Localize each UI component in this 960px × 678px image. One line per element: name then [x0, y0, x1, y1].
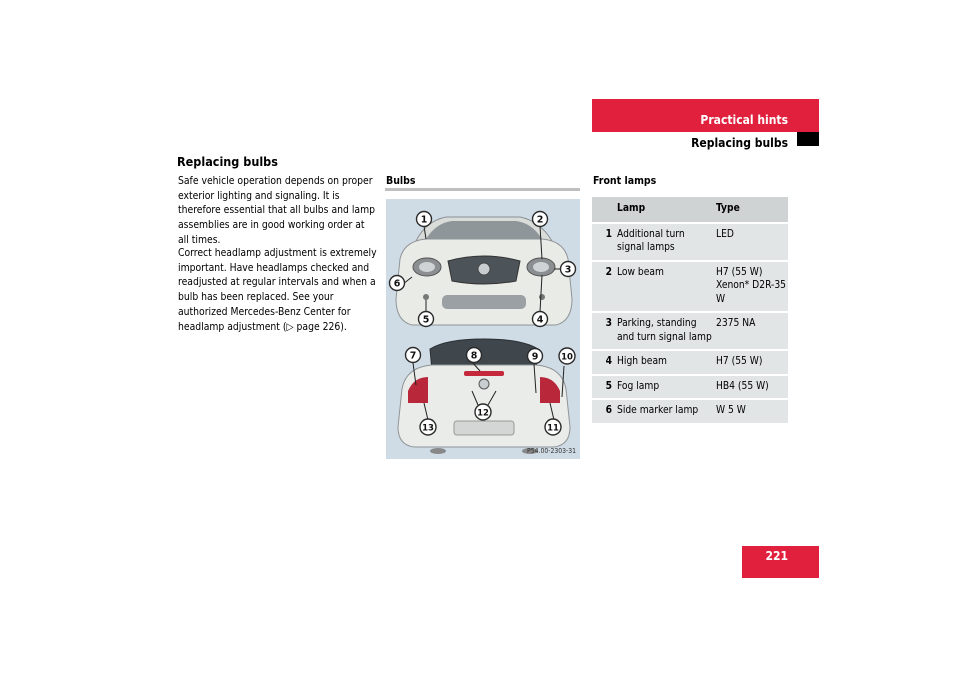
callout-13 [420, 419, 436, 435]
front-lamps-table [592, 197, 788, 423]
figure-code: P54.00-2303-31 [527, 447, 576, 455]
row-number: 6 [592, 399, 615, 423]
table-row [592, 399, 788, 423]
svg-text:12: 12 [477, 408, 489, 419]
row-type: W 5 W [714, 399, 788, 423]
callout-12 [475, 404, 491, 420]
callout-11 [545, 419, 561, 435]
bulbs-figure [386, 199, 580, 459]
row-type: HB4 (55 W) [714, 375, 788, 400]
table-header-row [592, 197, 788, 223]
svg-text:4: 4 [536, 314, 544, 326]
row-number: 1 [592, 223, 615, 261]
table-row [592, 350, 788, 375]
car-rear-view [398, 339, 570, 454]
row-number: 4 [592, 350, 615, 375]
heading-rule [385, 188, 580, 191]
svg-text:2: 2 [536, 214, 544, 226]
row-type: 2375 NA [714, 312, 788, 350]
table-header-lamp: Lamp [615, 197, 714, 223]
row-lamp: High beam [615, 350, 714, 375]
callout-6 [390, 276, 405, 291]
callout-3 [561, 262, 576, 277]
row-number: 5 [592, 375, 615, 400]
svg-text:1: 1 [420, 214, 428, 226]
svg-text:13: 13 [422, 423, 434, 434]
callout-10 [559, 348, 575, 364]
page-number: 221 [765, 549, 788, 563]
callout-8 [467, 348, 482, 363]
header-subtitle: Replacing bulbs [691, 136, 788, 150]
row-number: 3 [592, 312, 615, 350]
car-illustration [386, 199, 580, 459]
front-lamps-heading: Front lamps [593, 175, 657, 187]
table-header-number [592, 197, 615, 223]
svg-text:6: 6 [393, 278, 401, 290]
svg-text:8: 8 [470, 350, 478, 362]
callout-9 [528, 349, 543, 364]
paragraph-headlamp-adjustment: Correct headlamp adjustment is extremely important. Have headlamps checked and readjusted at regular intervals and when a bulb has been replaced. See your authorized Mercedes-Benz Center for headlamp adjustment (▷ page 226). [178, 247, 377, 333]
callout-5 [419, 312, 434, 327]
row-number: 2 [592, 261, 615, 313]
svg-text:11: 11 [547, 423, 559, 434]
table-row [592, 375, 788, 400]
svg-text:10: 10 [561, 352, 573, 363]
row-lamp: Parking, standing and turn signal lamp [615, 312, 714, 350]
bulbs-heading: Bulbs [386, 175, 416, 187]
callout-7 [406, 348, 421, 363]
paragraph-safety: Safe vehicle operation depends on proper exterior lighting and signaling. It is therefore essential that all bulbs and lamp assemblies are in good working order at all times. [178, 175, 375, 246]
table-row [592, 312, 788, 350]
callout-2 [533, 212, 548, 227]
row-lamp: Additional turn signal lamps [615, 223, 714, 261]
table-row [592, 223, 788, 261]
svg-text:3: 3 [564, 264, 572, 276]
svg-text:9: 9 [531, 351, 539, 363]
callout-4 [533, 312, 548, 327]
table-row [592, 261, 788, 313]
row-lamp: Side marker lamp [615, 399, 714, 423]
car-front-view [393, 214, 572, 325]
header-title: Practical hints [700, 113, 788, 127]
table-header-type: Type [714, 197, 788, 223]
row-type: H7 (55 W) [714, 350, 788, 375]
row-type: LED [714, 223, 788, 261]
section-title: Replacing bulbs [177, 154, 278, 169]
header-marker [797, 132, 819, 146]
row-lamp: Low beam [615, 261, 714, 313]
callout-1 [417, 212, 432, 227]
row-type: H7 (55 W) Xenon* D2R-35 W [714, 261, 788, 313]
row-lamp: Fog lamp [615, 375, 714, 400]
svg-text:5: 5 [422, 314, 430, 326]
svg-text:7: 7 [409, 350, 417, 362]
